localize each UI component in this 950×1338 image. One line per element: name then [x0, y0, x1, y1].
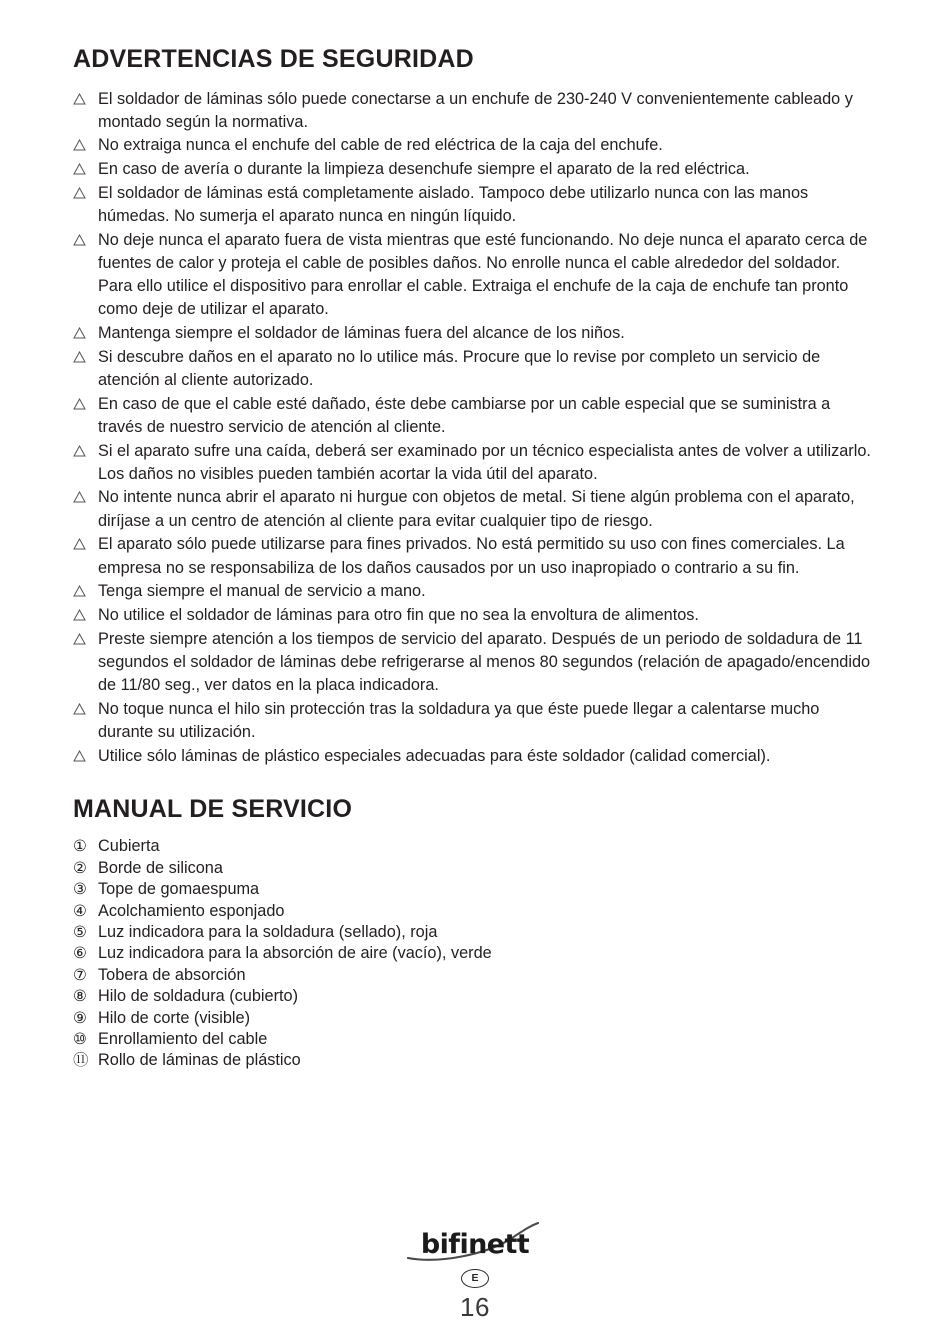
part-number-marker: ②	[73, 858, 87, 877]
part-label: Luz indicadora para la absorción de aire (vacío), verde	[98, 944, 492, 963]
part-number-marker: ⑨	[73, 1008, 87, 1027]
part-number-marker: ⑦	[73, 965, 87, 984]
part-number-marker: ①	[73, 837, 87, 856]
safety-warning-text: En caso de que el cable esté dañado, éste debe cambiarse por un cable especial que se suministra a través de nuestro servicio de atención al cliente.	[98, 394, 831, 436]
safety-warning-text: No extraiga nunca el enchufe del cable de red eléctrica de la caja del enchufe.	[98, 136, 663, 155]
safety-warning-text: Tenga siempre el manual de servicio a mano.	[98, 582, 426, 601]
safety-warning-item	[73, 628, 879, 698]
safety-warning-item	[73, 440, 879, 486]
service-manual-part	[73, 1050, 879, 1071]
safety-warning-item	[73, 745, 879, 768]
part-label: Enrollamiento del cable	[98, 1030, 268, 1049]
brand-logo-text: bifinett	[420, 1229, 530, 1260]
safety-warning-text: No toque nunca el hilo sin protección tras la soldadura ya que éste puede llegar a calentarse mucho durante su utilización.	[98, 699, 820, 741]
part-label: Acolchamiento esponjado	[98, 901, 285, 920]
warning-triangle-icon	[73, 234, 86, 247]
part-label: Tope de gomaespuma	[98, 880, 260, 899]
part-label: Luz indicadora para la soldadura (sellado), roja	[98, 923, 438, 942]
part-number-marker: ③	[73, 880, 87, 899]
safety-warning-item	[73, 134, 879, 157]
service-manual-part	[73, 836, 879, 857]
safety-warning-text: Mantenga siempre el soldador de láminas fuera del alcance de los niños.	[98, 324, 625, 343]
service-manual-part	[73, 986, 879, 1007]
safety-warning-text: Utilice sólo láminas de plástico especiales adecuadas para éste soldador (calidad comercial).	[98, 746, 771, 765]
safety-warning-text: Si el aparato sufre una caída, deberá ser examinado por un técnico especialista antes de volver a utilizarlo. Los daños no visibles pueden también acortar la vida útil del aparato.	[98, 441, 871, 483]
safety-warning-item	[73, 393, 879, 439]
safety-warning-item	[73, 533, 879, 579]
safety-warning-text: Preste siempre atención a los tiempos de servicio del aparato. Después de un periodo de soldadura de 11 segundos el soldador de láminas debe refrigerarse al menos 80 segundos (relación de apagado/encendido de 11/80 seg., ver datos en la placa indicadora.	[98, 629, 871, 695]
safety-warning-item	[73, 580, 879, 603]
brand-logo	[400, 1222, 550, 1264]
page-content	[73, 46, 879, 1072]
service-manual-part	[73, 965, 879, 986]
part-label: Hilo de soldadura (cubierto)	[98, 987, 299, 1006]
service-manual-part	[73, 1029, 879, 1050]
part-number-marker: ⑪	[73, 1051, 89, 1070]
safety-warning-item	[73, 604, 879, 627]
safety-warning-text: No utilice el soldador de láminas para otro fin que no sea la envoltura de alimentos.	[98, 605, 699, 624]
safety-warnings-list	[73, 88, 879, 768]
part-label: Rollo de láminas de plástico	[98, 1051, 301, 1070]
service-manual-part	[73, 1008, 879, 1029]
safety-warning-item	[73, 322, 879, 345]
part-number-marker: ⑥	[73, 944, 87, 963]
warning-triangle-icon	[73, 538, 86, 551]
part-label: Hilo de corte (visible)	[98, 1008, 251, 1027]
warning-triangle-icon	[73, 187, 86, 200]
page-number: 16	[460, 1292, 490, 1322]
part-number-marker: ④	[73, 901, 87, 920]
warning-triangle-icon	[73, 750, 86, 763]
part-label: Cubierta	[98, 837, 160, 856]
safety-warning-text: No deje nunca el aparato fuera de vista mientras que esté funcionando. No deje nunca el aparato cerca de fuentes de calor y proteja el cable de posibles daños. No enrolle nunca el cable alrededor del soldador. Para ello utilice el dispositivo para enrollar el cable. Extraiga el enchufe de la caja de enchufe tan pronto como deje de utilizar el aparato.	[98, 230, 868, 319]
language-badge: E	[461, 1269, 489, 1288]
page-footer	[0, 1222, 950, 1323]
safety-warning-text: Si descubre daños en el aparato no lo utilice más. Procure que lo revise por completo un servicio de atención al cliente autorizado.	[98, 347, 821, 389]
part-number-marker: ⑧	[73, 987, 87, 1006]
part-label: Borde de silicona	[98, 858, 223, 877]
warning-triangle-icon	[73, 351, 86, 364]
warning-triangle-icon	[73, 398, 86, 411]
safety-warning-text: El soldador de láminas sólo puede conectarse a un enchufe de 230-240 V convenientemente cableado y montado según la normativa.	[98, 89, 853, 131]
safety-warning-item	[73, 229, 879, 322]
safety-warning-text: El soldador de láminas está completamente aislado. Tampoco debe utilizarlo nunca con las manos húmedas. No sumerja el aparato nunca en ningún líquido.	[98, 183, 809, 226]
warning-triangle-icon	[73, 609, 86, 622]
warning-triangle-icon	[73, 633, 86, 646]
part-number-marker: ⑩	[73, 1030, 87, 1049]
safety-warning-item	[73, 88, 879, 134]
warning-triangle-icon	[73, 703, 86, 716]
safety-warning-text: No intente nunca abrir el aparato ni hurgue con objetos de metal. Si tiene algún problema con el aparato, diríjase a un centro de atención al cliente para evitar cualquier tipo de riesgo.	[98, 488, 855, 530]
service-manual-part	[73, 879, 879, 900]
warning-triangle-icon	[73, 93, 86, 106]
service-manual-part	[73, 901, 879, 922]
service-manual-parts-list	[73, 836, 879, 1071]
warning-triangle-icon	[73, 445, 86, 458]
service-manual-part	[73, 943, 879, 964]
safety-warning-item	[73, 486, 879, 532]
safety-warnings-heading: ADVERTENCIAS DE SEGURIDAD	[73, 45, 474, 73]
part-label: Tobera de absorción	[98, 965, 246, 984]
part-number-marker: ⑤	[73, 923, 87, 942]
safety-warning-item	[73, 158, 879, 181]
safety-warning-text: En caso de avería o durante la limpieza desenchufe siempre el aparato de la red eléctrica.	[98, 160, 750, 179]
safety-warning-item	[73, 346, 879, 392]
warning-triangle-icon	[73, 139, 86, 152]
service-manual-part	[73, 858, 879, 879]
safety-warning-text: El aparato sólo puede utilizarse para fines privados. No está permitido su uso con fines comerciales. La empresa no se responsabiliza de los daños causados por un uso inapropiado o contrario a su fin.	[98, 535, 845, 577]
warning-triangle-icon	[73, 491, 86, 504]
warning-triangle-icon	[73, 327, 86, 340]
service-manual-heading: MANUAL DE SERVICIO	[73, 794, 353, 823]
safety-warning-item	[73, 698, 879, 744]
service-manual-part	[73, 922, 879, 943]
safety-warning-item	[73, 182, 879, 228]
warning-triangle-icon	[73, 585, 86, 598]
warning-triangle-icon	[73, 163, 86, 176]
